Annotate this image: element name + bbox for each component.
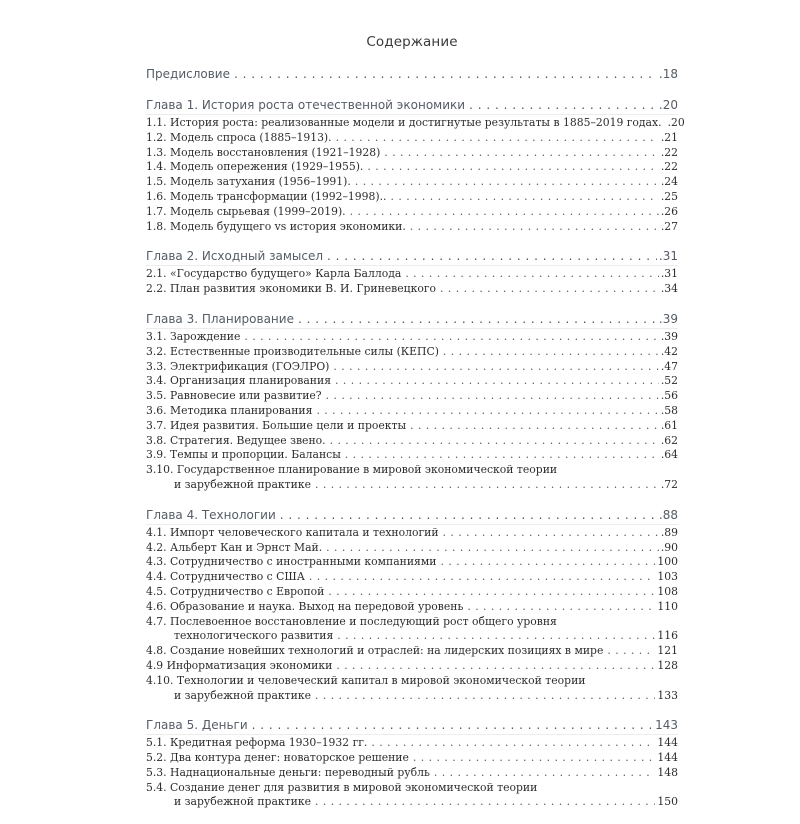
toc-entry[interactable] (146, 781, 678, 796)
toc-entry[interactable] (146, 448, 678, 463)
entry-page-number: .56 (660, 389, 678, 403)
dot-leader (315, 795, 655, 810)
entry-label: 4.3. Сотрудничество с иностранными компаниями (146, 555, 437, 569)
toc-entry[interactable] (146, 600, 678, 615)
entry-label: 3.4. Организация планирования (146, 374, 332, 388)
entry-label: 4.6. Образование и наука. Выход на передовой уровень (146, 599, 464, 613)
entry-label: 3.2. Естественные производительные силы (КЕПС) (146, 344, 439, 358)
toc-entry[interactable] (146, 146, 678, 161)
toc-entry[interactable] (146, 555, 678, 570)
entry-label: Глава 5. Деньги (146, 718, 248, 733)
entry-label: 3.6. Методика планирования (146, 403, 313, 417)
entry-page-number: .47 (660, 359, 678, 373)
entry-page-number: .39 (660, 329, 678, 343)
table-of-contents (146, 34, 685, 824)
entry-label: и зарубежной практике (174, 795, 311, 809)
dot-leader (326, 389, 659, 404)
toc-entry-continuation[interactable] (146, 795, 678, 810)
entry-label: 5.2. Два контура денег: новаторское решение (146, 751, 409, 765)
toc-entry[interactable] (146, 345, 678, 360)
entry-label: 5.4. Создание денег для развития в мировой экономической теории (146, 780, 538, 794)
toc-entry[interactable] (146, 175, 678, 190)
entry-label: 4.10. Технологии и человеческий капитал в мировой экономической теории (146, 673, 586, 687)
dot-leader (252, 717, 653, 734)
dot-leader (355, 175, 659, 190)
toc-entry[interactable] (146, 360, 678, 375)
entry-label: 1.6. Модель трансформации (1992–1998).. (146, 189, 387, 203)
toc-entry[interactable] (146, 419, 678, 434)
entry-label: и зарубежной практике (174, 477, 311, 491)
entry-label: 1.2. Модель спроса (1885–1913). (146, 130, 332, 144)
toc-entry[interactable] (146, 116, 685, 131)
toc-entry[interactable] (146, 205, 678, 220)
toc-entry[interactable] (146, 751, 678, 766)
dot-leader (336, 131, 659, 146)
entry-label: технологического развития (174, 629, 334, 643)
toc-entry[interactable] (146, 766, 678, 781)
dot-leader (467, 600, 655, 615)
entry-page-number: 148 (657, 765, 678, 779)
toc-entry[interactable] (146, 374, 678, 389)
entry-page-number: .31 (660, 267, 678, 281)
entry-page-number: 143 (655, 718, 678, 733)
entry-label: 2.1. «Государство будущего» Карла Баллода (146, 267, 402, 281)
dot-leader (328, 585, 655, 600)
entry-label: 1.8. Модель будущего vs история экономики. (146, 219, 406, 233)
entry-page-number: .22 (660, 145, 678, 159)
entry-label: 4.2. Альберт Кан и Эрнст Май. (146, 540, 323, 554)
dot-leader (384, 146, 659, 161)
entry-label: 3.10. Государственное планирование в мировой экономической теории (146, 463, 558, 477)
entry-label: 4.7. Послевоенное восстановление и последующий рост общего уровня (146, 614, 557, 628)
dot-leader (390, 190, 658, 205)
entry-label: 4.1. Импорт человеческого капитала и технологий (146, 525, 439, 539)
dot-leader (335, 374, 659, 389)
entry-page-number: 144 (657, 736, 678, 750)
entry-label: 1.1. История роста: реализованные модели и достигнутые результаты в 1885–2019 годах. (146, 116, 662, 129)
chapter-section (146, 248, 678, 297)
toc-entry[interactable] (146, 615, 678, 630)
toc-chapter-heading[interactable] (146, 311, 678, 329)
dot-leader (443, 345, 659, 360)
toc-entry[interactable] (146, 160, 678, 175)
entry-page-number: 150 (657, 795, 678, 809)
dot-leader (337, 629, 655, 644)
toc-chapter-heading[interactable] (146, 717, 678, 735)
entry-label: Глава 3. Планирование (146, 311, 294, 326)
entry-label: Глава 4. Технологии (146, 507, 276, 522)
page-title: Содержание (366, 34, 458, 50)
entry-page-number: .64 (660, 448, 678, 462)
toc-entry[interactable] (146, 267, 678, 282)
dot-leader (244, 330, 658, 345)
entry-label: 3.5. Равновесие или развитие? (146, 389, 322, 403)
chapter-section (146, 717, 678, 810)
toc-entry[interactable] (146, 220, 678, 235)
dot-leader (327, 248, 657, 265)
entry-label: 1.4. Модель опережения (1929–1955). (146, 160, 364, 174)
entry-label: Глава 1. История роста отечественной экономики (146, 98, 466, 112)
entry-label: Глава 2. Исходный замысел (146, 249, 324, 264)
toc-entry[interactable] (146, 190, 678, 205)
entry-page-number: 133 (657, 688, 678, 702)
entry-label: 5.3. Наднациональные деньги: переводный рубль (146, 765, 430, 779)
dot-leader (315, 478, 659, 493)
toc-entry[interactable] (146, 674, 678, 689)
dot-leader (345, 448, 659, 463)
entry-label: 1.5. Модель затухания (1956–1991). (146, 175, 351, 189)
dot-leader (443, 526, 659, 541)
toc-entry[interactable] (146, 330, 678, 345)
dot-leader (440, 282, 659, 297)
dot-leader (350, 205, 659, 220)
entry-label: 3.7. Идея развития. Большие цели и проекты (146, 418, 407, 432)
toc-entry[interactable] (146, 570, 678, 585)
entry-page-number: .26 (660, 204, 678, 218)
toc-entry[interactable] (146, 389, 678, 404)
dot-leader (367, 160, 658, 175)
entry-label: 4.4. Сотрудничество с США (146, 570, 305, 584)
toc-chapter-heading[interactable] (146, 507, 678, 525)
toc-entry[interactable] (146, 404, 678, 419)
toc-entry[interactable] (146, 644, 678, 659)
entry-page-number: .34 (660, 282, 678, 296)
dot-leader (607, 644, 655, 659)
entry-page-number: .52 (660, 374, 678, 388)
entry-page-number: .62 (660, 433, 678, 447)
entry-page-number: 128 (657, 658, 678, 672)
toc-entry-continuation[interactable] (146, 629, 678, 644)
dot-leader (336, 659, 655, 674)
entry-page-number: .90 (660, 540, 678, 554)
entry-page-number: .89 (660, 525, 678, 539)
toc-entry[interactable] (146, 434, 678, 449)
dot-leader (413, 751, 656, 766)
entry-page-number: .24 (660, 175, 678, 189)
dot-leader (410, 220, 659, 235)
toc-entry-continuation[interactable] (146, 478, 678, 493)
entry-page-number: .88 (658, 507, 678, 522)
entry-page-number: .18 (658, 67, 678, 81)
dot-leader (405, 267, 659, 282)
entry-page-number: 103 (657, 570, 678, 584)
dot-leader (440, 555, 655, 570)
entry-page-number: 100 (657, 555, 678, 569)
dot-leader (316, 404, 658, 419)
dot-leader (330, 434, 659, 449)
entry-page-number: .61 (660, 418, 678, 432)
toc-entry[interactable] (146, 736, 678, 751)
entry-page-number: .20 (658, 98, 678, 112)
chapter-section (146, 311, 678, 493)
entry-label: 5.1. Кредитная реформа 1930–1932 гг. (146, 736, 368, 750)
entry-page-number: .58 (660, 403, 678, 417)
entry-label: 2.2. План развития экономики В. И. Гриневецкого (146, 282, 436, 296)
entry-page-number: 116 (657, 629, 678, 643)
dot-leader (333, 360, 658, 375)
entry-page-number: 110 (657, 599, 678, 613)
entry-page-number: .25 (660, 189, 678, 203)
entry-page-number: 144 (657, 751, 678, 765)
preface-section (146, 66, 678, 83)
entry-label: 3.9. Темпы и пропорции. Балансы (146, 448, 341, 462)
dot-leader (410, 419, 659, 434)
toc-entry[interactable] (146, 526, 678, 541)
toc-entry-preface[interactable] (146, 66, 678, 83)
chapters-list (146, 97, 685, 810)
dot-leader (234, 66, 657, 83)
entry-label: 3.1. Зарождение (146, 329, 241, 343)
toc-entry[interactable] (146, 463, 678, 478)
entry-label: 4.9 Информатизация экономики (146, 658, 333, 672)
entry-label: 4.5. Сотрудничество с Европой (146, 584, 325, 598)
toc-entry[interactable] (146, 659, 678, 674)
entry-label: 4.8. Создание новейших технологий и отраслей: на лидерских позициях в мире (146, 644, 604, 658)
chapter-section (146, 507, 678, 704)
entry-label: 1.3. Модель восстановления (1921–1928) (146, 145, 381, 159)
toc-entry[interactable] (146, 131, 678, 146)
dot-leader (469, 97, 657, 114)
entry-page-number: .72 (660, 477, 678, 491)
entry-page-number: .42 (660, 344, 678, 358)
chapter-section (146, 97, 685, 234)
dot-leader (326, 541, 659, 556)
entry-page-number: 108 (657, 584, 678, 598)
dot-leader (315, 689, 655, 704)
toc-chapter-heading[interactable] (146, 97, 678, 115)
entry-page-number: .27 (660, 219, 678, 233)
entry-label: 3.3. Электрификация (ГОЭЛРО) (146, 359, 330, 373)
toc-entry[interactable] (146, 585, 678, 600)
toc-entry-continuation[interactable] (146, 689, 678, 704)
entry-page-number: .20 (667, 116, 685, 129)
dot-leader (434, 766, 656, 781)
toc-entry[interactable] (146, 282, 678, 297)
entry-label: 1.7. Модель сырьевая (1999–2019). (146, 204, 346, 218)
dot-leader (280, 507, 657, 524)
entry-label: Предисловие (146, 67, 230, 81)
dot-leader (298, 311, 657, 328)
entry-page-number: .31 (658, 249, 678, 264)
entry-page-number: .21 (660, 130, 678, 144)
dot-leader (371, 736, 655, 751)
entry-label: 3.8. Стратегия. Ведущее звено. (146, 433, 326, 447)
toc-chapter-heading[interactable] (146, 248, 678, 266)
dot-leader (309, 570, 656, 585)
entry-page-number: .22 (660, 160, 678, 174)
entry-label: и зарубежной практике (174, 688, 311, 702)
entry-page-number: 121 (657, 644, 678, 658)
toc-entry[interactable] (146, 541, 678, 556)
entry-page-number: .39 (658, 311, 678, 326)
